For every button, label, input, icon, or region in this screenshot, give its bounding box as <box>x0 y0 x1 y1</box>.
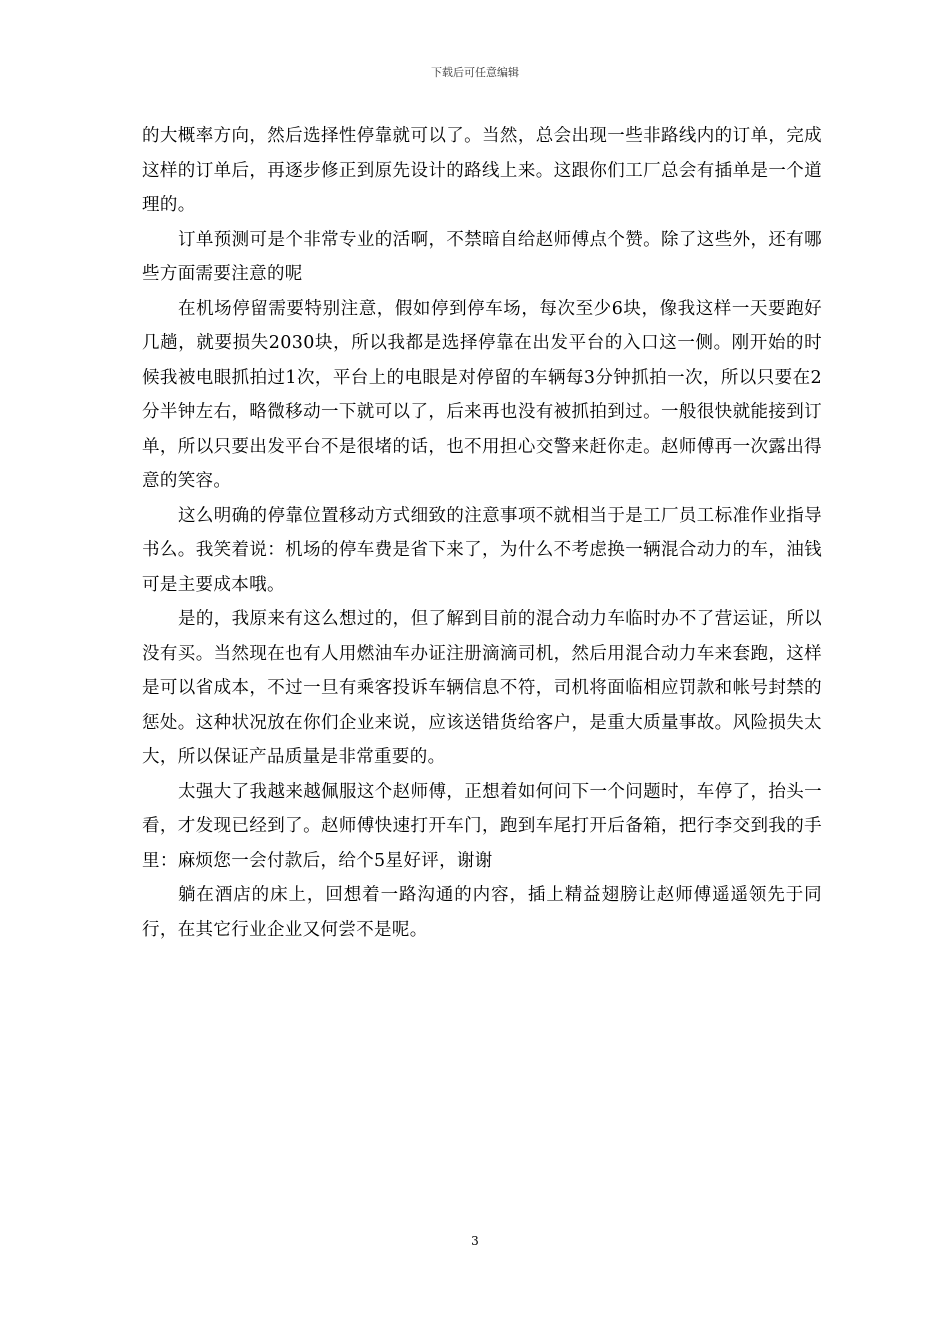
paragraph: 躺在酒店的床上，回想着一路沟通的内容，插上精益翅膀让赵师傅遥遥领先于同行，在其它行业企业又何尝不是呢。 <box>142 885 822 940</box>
page-number: 3 <box>471 1234 479 1248</box>
paragraph: 太强大了我越来越佩服这个赵师傅，正想着如何问下一个问题时，车停了，抬头一看，才发现已经到了。赵师傅快速打开车门，跑到车尾打开后备箱，把行李交到我的手里：麻烦您一会付款后，给个5星好评，谢谢 <box>142 781 822 871</box>
document-body <box>142 119 822 947</box>
page-header: 下载后可任意编辑 <box>431 66 519 79</box>
paragraph: 订单预测可是个非常专业的活啊，不禁暗自给赵师傅点个赞。除了这些外，还有哪些方面需要注意的呢 <box>142 229 822 284</box>
paragraph: 是的，我原来有这么想过的，但了解到目前的混合动力车临时办不了营运证，所以没有买。当然现在也有人用燃油车办证注册滴滴司机，然后用混合动力车来套跑，这样是可以省成本，不过一旦有乘客投诉车辆信息不符，司机将面临相应罚款和帐号封禁的惩处。这种状况放在你们企业来说，应该送错货给客户，是重大质量事故。风险损失太大，所以保证产品质量是非常重要的。 <box>142 609 822 767</box>
paragraph: 这么明确的停靠位置移动方式细致的注意事项不就相当于是工厂员工标准作业指导书么。我笑着说：机场的停车费是省下来了，为什么不考虑换一辆混合动力的车，油钱可是主要成本哦。 <box>142 505 822 595</box>
paragraph: 在机场停留需要特别注意，假如停到停车场，每次至少6块，像我这样一天要跑好几趟，就要损失2030块，所以我都是选择停靠在出发平台的入口这一侧。刚开始的时候我被电眼抓拍过1次，平台上的电眼是对停留的车辆每3分钟抓拍一次，所以只要在2分半钟左右，略微移动一下就可以了，后来再也没有被抓拍到过。一般很快就能接到订单，所以只要出发平台不是很堵的话，也不用担心交警来赶你走。赵师傅再一次露出得意的笑容。 <box>142 298 822 491</box>
paragraph-continuation: 的大概率方向，然后选择性停靠就可以了。当然，总会出现一些非路线内的订单，完成这样的订单后，再逐步修正到原先设计的路线上来。这跟你们工厂总会有插单是一个道理的。 <box>142 126 822 215</box>
